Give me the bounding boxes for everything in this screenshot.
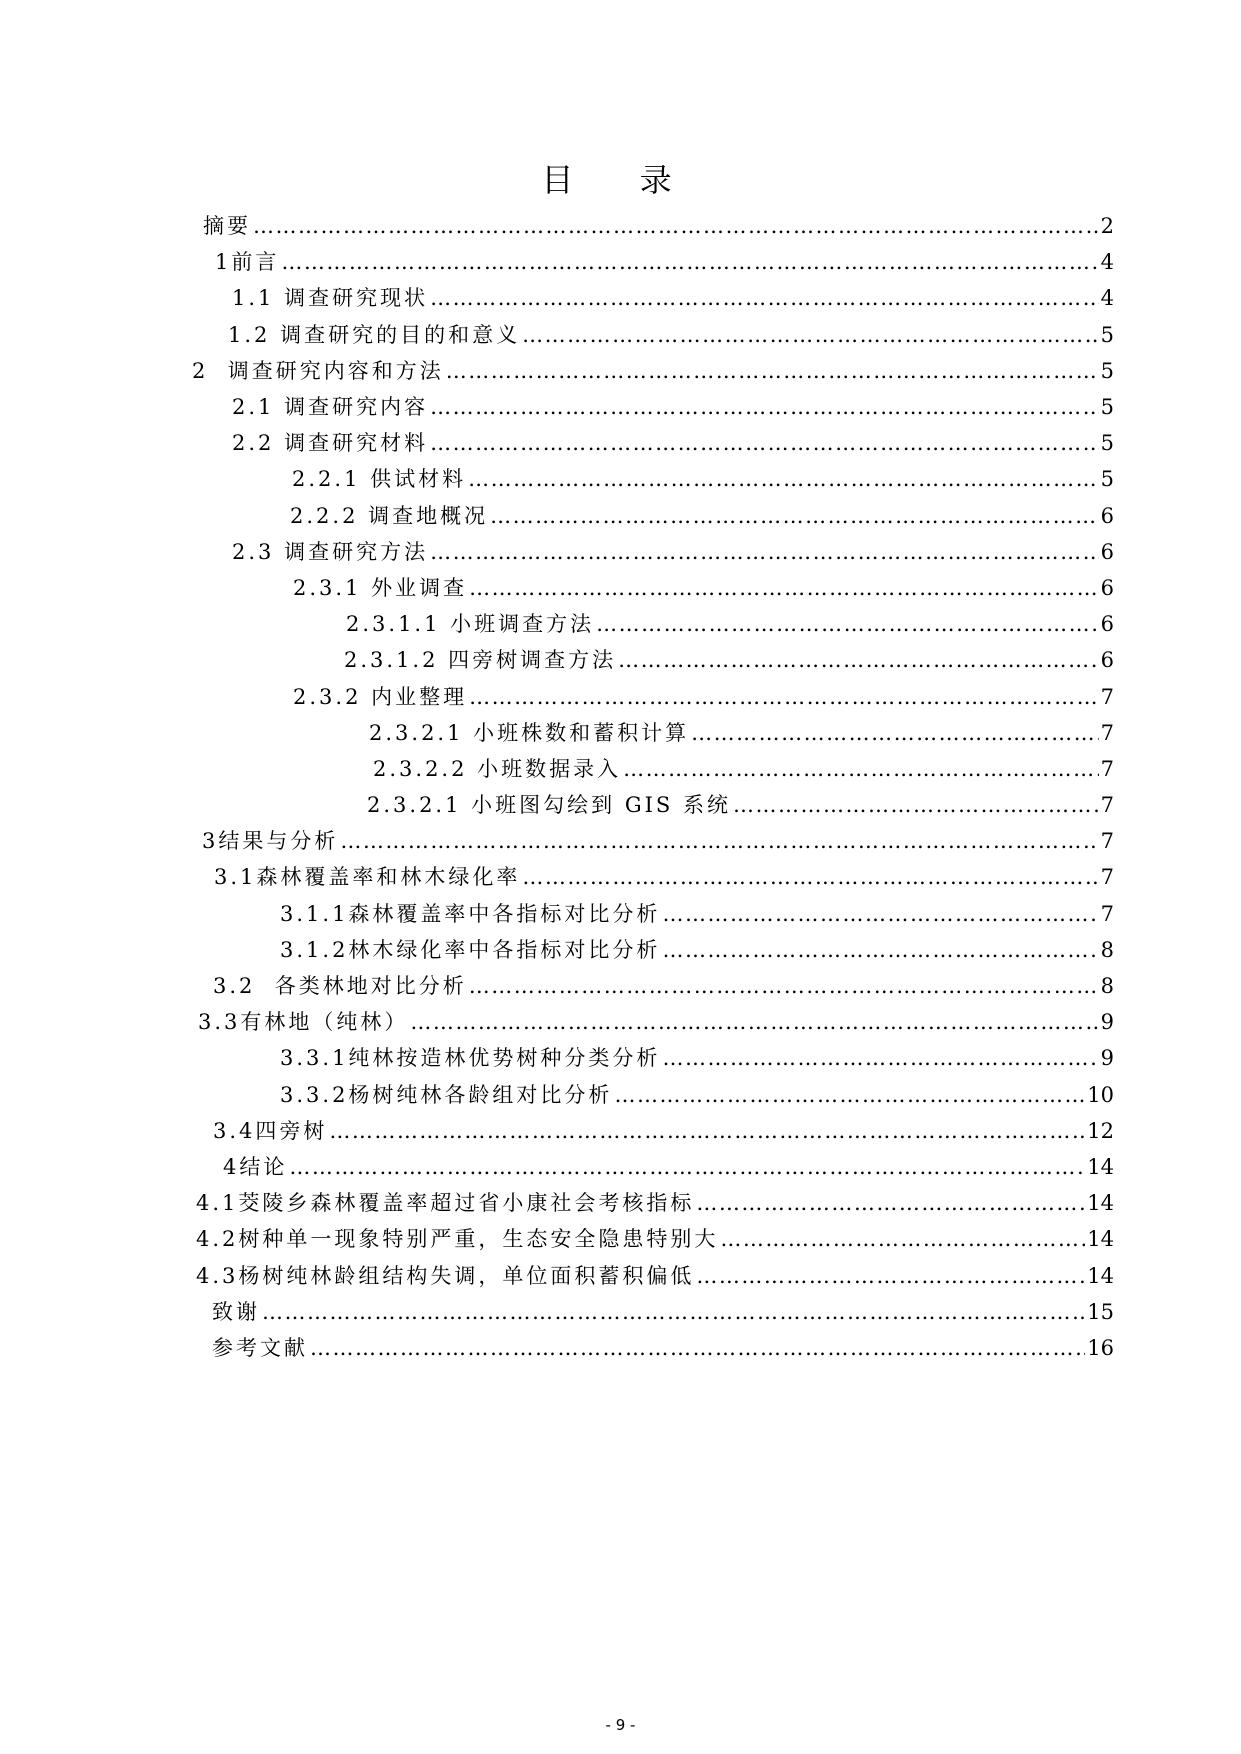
toc-leader [691, 715, 1098, 751]
toc-entry-page: 7 [1100, 756, 1114, 781]
toc-entry-page: 6 [1100, 648, 1114, 673]
toc-leader [720, 1221, 1085, 1257]
toc-leader [469, 570, 1099, 606]
toc-title: 目 录 [541, 161, 700, 199]
toc-entry-page: 7 [1100, 793, 1114, 818]
toc-entry[interactable] [212, 1294, 1114, 1330]
toc-entry-page: 14 [1087, 1263, 1114, 1288]
toc-entry-label: 2.2.2 调查地概况 [290, 503, 489, 528]
toc-entry[interactable] [196, 1221, 1114, 1257]
toc-entry-label: 3.3.2杨树纯林各龄组对比分析 [280, 1082, 613, 1107]
toc-leader [289, 1149, 1085, 1185]
toc-entry-page: 14 [1087, 1191, 1114, 1216]
toc-entry-page: 7 [1100, 901, 1114, 926]
toc-leader [340, 823, 1098, 859]
toc-entry-label: 2.3.2 内业整理 [293, 684, 468, 709]
toc-entry[interactable] [213, 1113, 1114, 1149]
toc-leader [446, 353, 1099, 389]
toc-entry-page: 8 [1100, 974, 1114, 999]
toc-entry-page: 5 [1100, 322, 1114, 347]
toc-entry-label: 3.2 各类林地对比分析 [213, 974, 467, 999]
toc-entry[interactable] [192, 353, 1114, 389]
toc-leader [253, 208, 1099, 244]
toc-leader [662, 932, 1098, 968]
toc-entry-label: 1.1 调查研究现状 [232, 286, 429, 311]
toc-entry-label: 2.3.2.1 小班图勾绘到 GIS 系统 [367, 793, 731, 818]
toc-entry-label: 3结果与分析 [202, 829, 339, 854]
toc-entry[interactable] [280, 1077, 1114, 1113]
toc-entry-page: 7 [1100, 684, 1114, 709]
toc-entry-label: 摘要 [203, 214, 251, 239]
toc-entry[interactable] [203, 208, 1114, 244]
toc-entry[interactable] [214, 859, 1114, 895]
toc-entry-page: 5 [1100, 431, 1114, 456]
toc-entry[interactable] [213, 968, 1114, 1004]
toc-entry-page: 6 [1100, 612, 1114, 637]
toc-entry-label: 参考文献 [212, 1335, 308, 1360]
toc-leader [623, 751, 1098, 787]
toc-entry-page: 8 [1100, 937, 1114, 962]
toc-entry-label: 2.2 调查研究材料 [232, 431, 429, 456]
toc-entry-label: 4.3杨树纯林龄组结构失调，单位面积蓄积偏低 [196, 1263, 695, 1288]
toc-entry-page: 9 [1100, 1010, 1114, 1035]
page-number: - 9 - [605, 1716, 636, 1734]
toc-list [0, 208, 1241, 1366]
toc-entry[interactable] [232, 280, 1114, 316]
toc-leader [281, 244, 1098, 280]
toc-entry[interactable] [215, 244, 1114, 280]
toc-entry[interactable] [280, 896, 1114, 932]
toc-leader [733, 787, 1099, 823]
toc-entry[interactable] [280, 932, 1114, 968]
toc-entry-page: 14 [1087, 1227, 1114, 1252]
toc-entry-page: 4 [1100, 286, 1114, 311]
toc-leader [469, 968, 1099, 1004]
toc-entry-page: 7 [1100, 720, 1114, 745]
toc-entry-page: 6 [1100, 539, 1114, 564]
toc-leader [468, 461, 1099, 497]
toc-leader [310, 1330, 1085, 1366]
toc-entry[interactable] [373, 751, 1114, 787]
toc-entry[interactable] [280, 1040, 1114, 1076]
toc-entry-page: 7 [1100, 829, 1114, 854]
toc-entry-label: 致谢 [212, 1299, 260, 1324]
toc-leader [410, 1004, 1098, 1040]
toc-entry-label: 2.2.1 供试材料 [292, 467, 467, 492]
toc-entry-page: 14 [1087, 1154, 1114, 1179]
toc-entry[interactable] [196, 1185, 1114, 1221]
toc-leader [696, 1258, 1085, 1294]
toc-entry-label: 2.3.1.2 四旁树调查方法 [344, 648, 617, 673]
toc-entry[interactable] [344, 642, 1114, 678]
toc-entry[interactable] [202, 823, 1114, 859]
toc-leader [329, 1113, 1085, 1149]
toc-entry[interactable] [228, 317, 1114, 353]
toc-entry-label: 3.1.2林木绿化率中各指标对比分析 [280, 937, 661, 962]
toc-leader [522, 317, 1099, 353]
toc-leader [430, 280, 1099, 316]
toc-entry-label: 1.2 调查研究的目的和意义 [228, 322, 521, 347]
toc-entry-label: 3.3有林地（纯林） [198, 1010, 409, 1035]
toc-leader [469, 679, 1099, 715]
toc-entry-page: 6 [1100, 503, 1114, 528]
toc-entry-label: 4结论 [223, 1154, 288, 1179]
toc-entry-label: 3.4四旁树 [213, 1118, 328, 1143]
toc-entry-label: 2.3.2.1 小班株数和蓄积计算 [369, 720, 690, 745]
toc-entry-label: 2.1 调查研究内容 [232, 395, 429, 420]
toc-leader [696, 1185, 1085, 1221]
toc-entry-page: 2 [1100, 214, 1114, 239]
toc-entry-page: 10 [1087, 1082, 1114, 1107]
toc-entry[interactable] [293, 678, 1114, 714]
toc-entry[interactable] [232, 389, 1114, 425]
toc-entry[interactable] [232, 425, 1114, 461]
toc-entry-label: 2.3.1 外业调查 [293, 575, 468, 600]
toc-entry[interactable] [292, 461, 1114, 497]
toc-leader [614, 1077, 1085, 1113]
toc-entry-label: 2.3.2.2 小班数据录入 [373, 756, 622, 781]
toc-entry-page: 5 [1100, 395, 1114, 420]
toc-entry[interactable] [223, 1149, 1114, 1185]
toc-entry[interactable] [232, 534, 1114, 570]
toc-entry[interactable] [346, 606, 1114, 642]
toc-entry-page: 6 [1100, 575, 1114, 600]
toc-entry-label: 4.1茭陵乡森林覆盖率超过省小康社会考核指标 [196, 1191, 695, 1216]
toc-entry[interactable] [212, 1330, 1114, 1366]
toc-entry[interactable] [293, 570, 1114, 606]
toc-entry-label: 4.2树种单一现象特别严重，生态安全隐患特别大 [196, 1227, 719, 1252]
toc-leader [430, 425, 1099, 461]
toc-entry-page: 5 [1100, 358, 1114, 383]
toc-leader [430, 534, 1099, 570]
toc-entry-label: 3.1森林覆盖率和林木绿化率 [214, 865, 521, 890]
toc-entry-page: 5 [1100, 467, 1114, 492]
toc-entry[interactable] [367, 787, 1114, 823]
toc-entry-page: 15 [1087, 1299, 1114, 1324]
toc-entry-page: 7 [1100, 865, 1114, 890]
toc-leader [662, 896, 1098, 932]
toc-entry-label: 2.3 调查研究方法 [232, 539, 429, 564]
toc-entry-page: 4 [1100, 250, 1114, 275]
toc-leader [522, 859, 1098, 895]
toc-leader [618, 642, 1098, 678]
toc-entry-page: 9 [1100, 1046, 1114, 1071]
toc-entry[interactable] [198, 1004, 1114, 1040]
toc-entry-label: 1前言 [215, 250, 280, 275]
toc-entry-label: 2.3.1.1 小班调查方法 [346, 612, 595, 637]
toc-entry-label: 2 调查研究内容和方法 [192, 358, 444, 383]
toc-leader [596, 606, 1098, 642]
toc-entry[interactable] [369, 715, 1114, 751]
toc-leader [262, 1294, 1085, 1330]
toc-entry-page: 12 [1087, 1118, 1114, 1143]
toc-leader [430, 389, 1099, 425]
toc-entry-label: 3.3.1纯林按造林优势树种分类分析 [280, 1046, 661, 1071]
toc-entry[interactable] [290, 498, 1114, 534]
toc-leader [490, 498, 1099, 534]
toc-entry-page: 16 [1087, 1335, 1114, 1360]
toc-leader [662, 1040, 1098, 1076]
toc-entry[interactable] [196, 1257, 1114, 1293]
toc-entry-label: 3.1.1森林覆盖率中各指标对比分析 [280, 901, 661, 926]
